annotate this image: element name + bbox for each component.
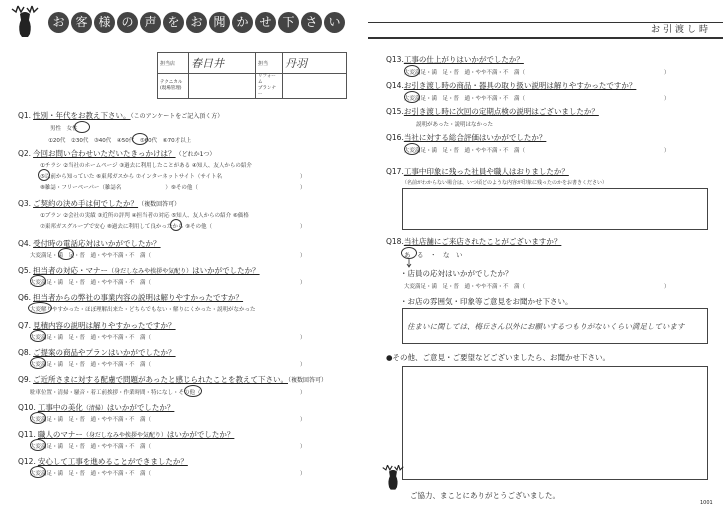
q11-close-paren: ） (300, 444, 306, 450)
thanks-message: ご協力、まことにありがとうございました。 (410, 491, 560, 500)
question-q16 (386, 132, 546, 143)
q5-close-paren: ） (300, 280, 306, 286)
question-q4 (18, 238, 161, 249)
q17-text: 工事中印象に残った社員や職人はおりましたか？ (403, 167, 569, 176)
q5-note: （身だしなみや挨拶や気配り） (108, 268, 193, 275)
other-comments-heading: ●その他、ご意見・ご要望などございましたら、お聞かせ下さい。 (386, 353, 611, 362)
q4-close-paren: ） (300, 253, 306, 259)
question-q6 (18, 292, 243, 303)
q2-options-line2[interactable]: ⑤以前から知っていた ⑥東邦ガスから ⑦インターネットサイト（サイト名 (40, 174, 223, 180)
q8-scale[interactable]: 大変満足・満 足・普 通・やや不満・不 満（ (30, 362, 152, 368)
q12-number: Q12. (18, 457, 36, 466)
q2-close-paren-2: ） (300, 185, 306, 191)
staff-value: 丹羽 (283, 53, 347, 74)
staff-info-table (157, 52, 347, 99)
q3-note: （複数回答可） (138, 201, 181, 208)
q12-text: 安心して工事を進めることができましたか？ (37, 457, 188, 466)
q1-gender-mark (74, 121, 90, 133)
q1-note: （このアンケートをご記入頂く方） (130, 113, 224, 120)
q13-number: Q13. (386, 55, 404, 64)
q11-number: Q11. (18, 430, 36, 439)
q10-scale[interactable]: 大変満足・満 足・普 通・やや不満・不 満（ (30, 417, 152, 423)
other-comments-box[interactable] (402, 366, 708, 480)
q6-options[interactable]: 大変解りやすかった・ほぼ理解出来た・どちらでもない・解りにくかった・説明がなかった (30, 307, 256, 313)
q3-options-line2[interactable]: ⑦東邦ガスグループで安心 ⑧過去に利用して良かったから ⑨その他（ (40, 224, 213, 230)
q17-answer-box[interactable] (402, 188, 708, 230)
q16-mark (404, 143, 420, 155)
q2-options-line3[interactable]: ⑧雑誌・フリーペーパー（雑誌名 ）⑨その他（ (40, 185, 198, 191)
planner-label: リフォーム プランナー (256, 74, 283, 99)
q11-scale[interactable]: 大変満足・満 足・普 通・やや不満・不 満（ (30, 444, 152, 450)
store-value: 春日井 (189, 53, 256, 74)
q6-text: 担当者からの弊社の事業内容の説明は解りやすかったですか？ (33, 293, 244, 302)
q14-number: Q14. (386, 81, 404, 90)
q13-mark (404, 65, 420, 77)
q13-text: 工事の仕上がりはいかがでしたか？ (403, 55, 524, 64)
q10-mark (30, 412, 46, 424)
q3-close-paren: ） (300, 224, 306, 230)
q18-sub1-scale[interactable]: 大変満足・満 足・普 通・やや不満・不 満（ (404, 284, 526, 290)
q2-note: （どれか1つ） (175, 151, 216, 158)
store-label: 担当店 (158, 53, 189, 74)
title-char: 下 (278, 12, 299, 33)
title-char: 様 (94, 12, 115, 33)
q18-sub2: ・お店の雰囲気・印象等ご意見をお聞かせ下さい。 (400, 297, 573, 306)
staff-label: 担当 (256, 53, 283, 74)
q9-text: ご近所さまに対する配慮で問題があったと感じられたことを教えて下さい。 (33, 375, 288, 384)
advisor-label: テクニカル (現場管理) (158, 74, 189, 99)
q6-number: Q6. (18, 293, 32, 302)
q16-close-paren: ） (664, 148, 670, 154)
q14-scale[interactable]: 大変満足・満 足・普 通・やや不満・不 満（ (404, 96, 526, 102)
q4-mark (58, 248, 74, 260)
arrow-down-icon (406, 258, 412, 268)
q17-note: （名前がわからない場合は、いつ頃どのような内容が印象に残ったのかをお書きください） (402, 180, 608, 186)
q2-text: 今回お問い合わせいただいたきっかけは？ (33, 149, 176, 158)
title-char: お (48, 12, 69, 33)
q1-text: 性別・年代をお教え下さい。 (33, 111, 131, 120)
q14-close-paren: ） (664, 96, 670, 102)
title-char: お (186, 12, 207, 33)
advisor-value (189, 74, 256, 99)
q8-text: ご提案の商品やプランはいかがでしたか？ (33, 348, 176, 357)
q7-mark (30, 330, 46, 342)
q15-options[interactable]: 説明があった・説明はなかった (416, 122, 493, 128)
q7-number: Q7. (18, 321, 32, 330)
q3-options-line1[interactable]: ①プラン ②会社の実績 ③近所の評判 ④担当者の対応 ⑤知人、友人からの紹介 ⑥価格 (40, 213, 249, 219)
q10-text: 工事中の美化 (37, 403, 83, 412)
question-q3 (18, 198, 180, 209)
question-q14 (386, 80, 636, 91)
q12-scale[interactable]: 大変満足・満 足・普 通・やや不満・不 満（ (30, 471, 152, 477)
question-q11 (18, 429, 234, 440)
q6-mark (28, 302, 52, 314)
q3-number: Q3. (18, 199, 32, 208)
q11-tail: はいかがでしたか？ (166, 430, 235, 439)
q9-close-paren: ） (300, 390, 306, 396)
question-q15 (386, 106, 599, 117)
q15-number: Q15. (386, 107, 404, 116)
q4-scale[interactable]: 大変満足・満 足・普 通・やや不満・不 満（ (30, 253, 152, 259)
q2-options-line1[interactable]: ①チラシ ②当社のホームページ ③過去に利用したことがある ④知人、友人からの紹介 (40, 163, 252, 169)
question-q8 (18, 347, 176, 358)
q3-mark (170, 219, 182, 231)
handover-label: お引渡し時 (650, 25, 711, 35)
q1-number: Q1. (18, 111, 32, 120)
q18-number: Q18. (386, 237, 404, 246)
title-char: か (232, 12, 253, 33)
q11-mark (30, 439, 46, 451)
q9-options[interactable]: 駐車位置・清掃・騒音・着工前挨拶・作業時間・特になし・その他（ (30, 390, 201, 396)
q5-number: Q5. (18, 266, 32, 275)
q18-options[interactable]: あ る ・ な い (404, 251, 463, 259)
q9-number: Q9. (18, 375, 32, 384)
q18-text: 当社店舗にご来店されたことがございますか？ (403, 237, 562, 246)
q17-number: Q17. (386, 167, 404, 176)
deer-logo-icon (6, 4, 44, 38)
title-char: い (324, 12, 345, 33)
q14-mark (404, 91, 420, 103)
q13-scale[interactable]: 大変満足・満 足・普 通・やや不満・不 満（ (404, 70, 526, 76)
q11-note: （身だしなみや挨拶や気配り） (82, 432, 167, 439)
q8-mark (30, 357, 46, 369)
q2-number: Q2. (18, 149, 32, 158)
question-q5 (18, 265, 260, 276)
q7-close-paren: ） (300, 335, 306, 341)
title-char: 客 (71, 12, 92, 33)
q1-gender-options[interactable]: 男性 女性 (50, 126, 78, 132)
q11-text: 職人のマナー (37, 430, 83, 439)
q5-text: 担当者の対応・マナー (33, 266, 109, 275)
q2-close-paren: ） (300, 174, 306, 180)
planner-value (283, 74, 347, 99)
q3-text: ご契約の決め手は何でしたか？ (33, 199, 139, 208)
q5-mark (30, 275, 46, 287)
q4-text: 受付時の電話応対はいかがでしたか？ (33, 239, 161, 248)
q10-number: Q10. (18, 403, 36, 412)
q18-sub1-close-paren: ） (664, 284, 670, 290)
q4-number: Q4. (18, 239, 32, 248)
title-char: 声 (140, 12, 161, 33)
right-page (364, 0, 727, 514)
q8-close-paren: ） (300, 362, 306, 368)
q1-age-mark (132, 133, 148, 145)
handover-header (368, 22, 723, 39)
q5-tail: はいかがでしたか？ (192, 266, 260, 275)
question-q1 (18, 110, 223, 121)
q16-scale[interactable]: 大変満足・満 足・普 通・やや不満・不 満（ (404, 148, 526, 154)
q9-note: （複数回答可） (288, 377, 328, 384)
question-q9 (18, 374, 327, 385)
q13-close-paren: ） (664, 70, 670, 76)
q14-text: お引き渡し時の商品・器具の取り扱い説明は解りやすかったですか？ (403, 81, 637, 90)
q12-close-paren: ） (300, 471, 306, 477)
q12-mark (30, 466, 46, 478)
q10-close-paren: ） (300, 417, 306, 423)
q18-sub1: ・店員の応対はいかがでしたか？ (400, 269, 513, 278)
question-q13 (386, 54, 524, 65)
q2-mark (38, 169, 50, 181)
question-q18 (386, 236, 561, 247)
q5-scale[interactable]: 大変満足・満 足・普 通・やや不満・不 満（ (30, 280, 152, 286)
title-char: せ (255, 12, 276, 33)
question-q10 (18, 402, 174, 413)
q16-number: Q16. (386, 133, 404, 142)
q10-note: （清掃） (82, 405, 107, 412)
question-q2 (18, 148, 215, 159)
q9-mark (184, 385, 202, 397)
question-q17 (386, 166, 569, 177)
q18-answer-box[interactable] (402, 308, 708, 344)
title-char: を (163, 12, 184, 33)
q16-text: 当社に対する総合評価はいかがでしたか？ (403, 133, 547, 142)
q15-text: お引き渡し時に次回の定期点検の説明はございましたか？ (403, 107, 599, 116)
q7-scale[interactable]: 大変満足・満 足・普 通・やや不満・不 満（ (30, 335, 152, 341)
question-q12 (18, 456, 188, 467)
q10-tail: はいかがでしたか？ (106, 403, 175, 412)
question-q7 (18, 320, 176, 331)
q1-age-options[interactable]: ①20代 ②30代 ③40代 ④50代 ⑤60代 ⑥70才以上 (48, 138, 192, 144)
form-code: 1001 (700, 500, 713, 506)
q7-text: 見積内容の説明は解りやすかったですか？ (33, 321, 176, 330)
title-char: の (117, 12, 138, 33)
left-page (0, 0, 363, 514)
title-char: 聞 (209, 12, 230, 33)
deer-logo-icon (378, 462, 408, 492)
q18-handwritten-answer: 住まいに関しては、梅丘さん以外にお願いするつもりがないくらい満足しています (407, 322, 685, 331)
q8-number: Q8. (18, 348, 32, 357)
page-title (48, 12, 348, 36)
title-char: さ (301, 12, 322, 33)
